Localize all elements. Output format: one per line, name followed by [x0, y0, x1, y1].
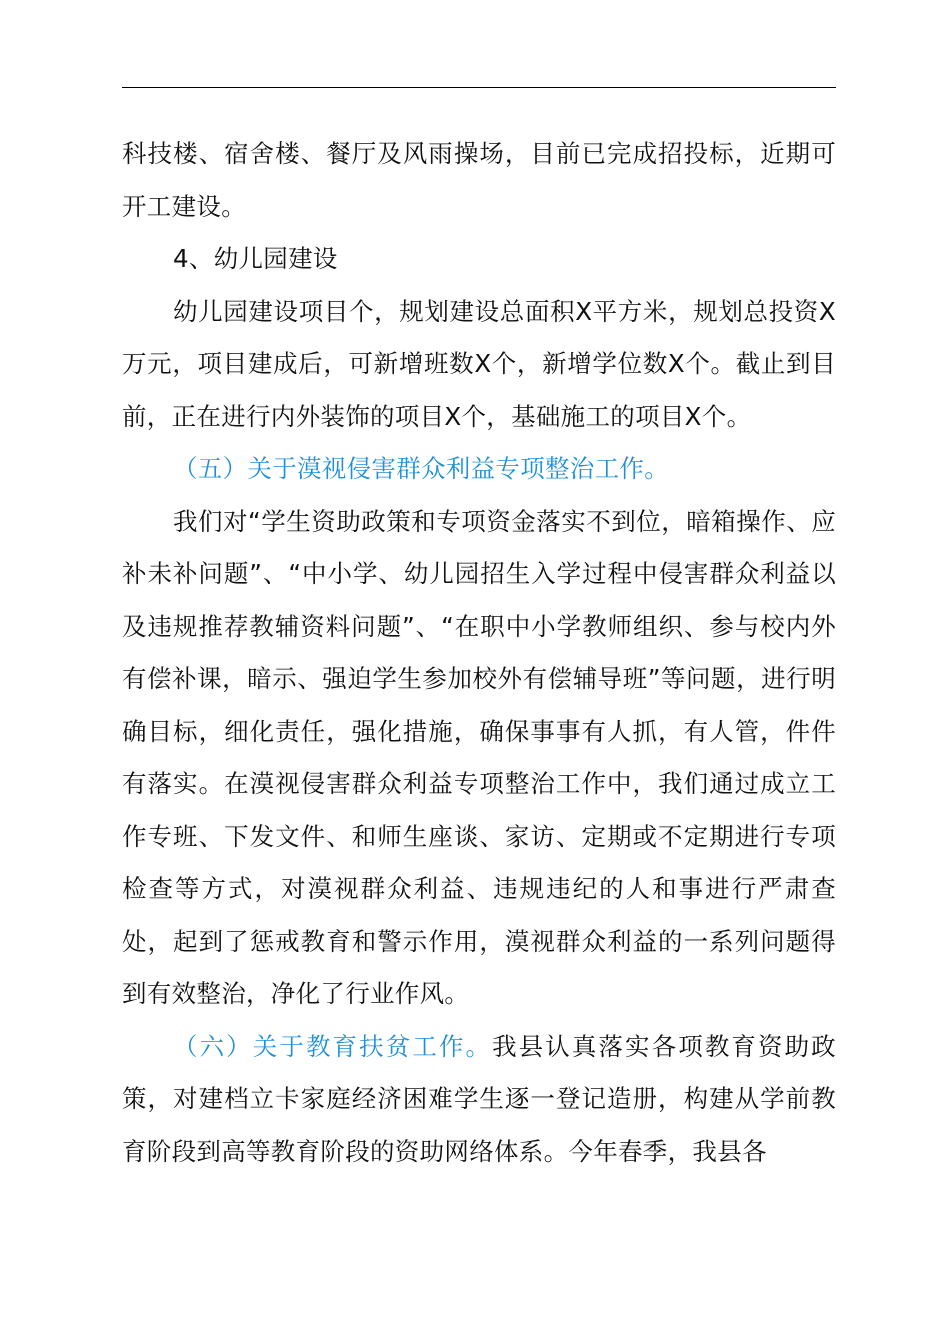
paragraph-kindergarten: 幼儿园建设项目个，规划建设总面积X平方米，规划总投资X万元，项目建成后，可新增班数X个，新增学位数X个。截止到目前，正在进行内外装饰的项目X个，基础施工的项目X个。	[122, 296, 836, 431]
section-heading-kindergarten: 4、幼儿园建设	[173, 244, 338, 273]
header-rule	[122, 87, 836, 88]
document-body	[122, 128, 836, 1178]
paragraph-continuation: 科技楼、宿舍楼、餐厅及风雨操场，目前已完成招投标，近期可开工建设。	[122, 139, 836, 221]
section-heading-six: （六）关于教育扶贫工作。	[173, 1031, 493, 1061]
paragraph-rectification: 我们对“学生资助政策和专项资金落实不到位，暗箱操作、应补未补问题”、“中小学、幼儿园招生入学过程中侵害群众利益以及违规推荐教辅资料问题”、“在职中小学教师组织、参与校内外有偿补课，暗示、强迫学生参加校外有偿辅导班”等问题，进行明确目标，细化责任，强化措施，确保事事有人抓，有人管，件件有落实。在漠视侵害群众利益专项整治工作中，我们通过成立工作专班、下发文件、和师生座谈、家访、定期或不定期进行专项检查等方式，对漠视群众利益、违规违纪的人和事进行严肃查处，起到了惩戒教育和警示作用，漠视群众利益的一系列问题得到有效整治，净化了行业作风。	[122, 506, 836, 1008]
section-heading-five: （五）关于漠视侵害群众利益专项整治工作。	[173, 454, 669, 483]
paragraph-poverty-alleviation	[122, 1021, 836, 1179]
paragraph-poverty-text: 我县认真落实各项教育资助政策，对建档立卡家庭经济困难学生逐一登记造册，构建从学前教育阶段到高等教育阶段的资助网络体系。今年春季，我县各	[122, 1031, 836, 1166]
